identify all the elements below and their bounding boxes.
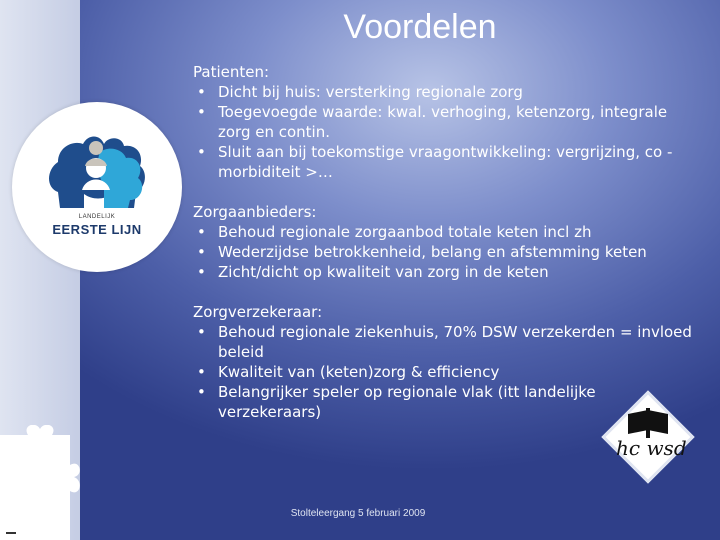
section-heading: Zorgaanbieders: xyxy=(193,203,317,221)
bullet-item: • Wederzijdse betrokkenheid, belang en afstemming keten xyxy=(193,242,703,262)
bullet-item: • Kwaliteit van (keten)zorg & efficiency xyxy=(193,362,703,382)
bullet-item: • Belangrijker speler op regionale vlak (itt landelijke verzekeraars) xyxy=(193,382,703,422)
slide-content xyxy=(193,62,703,442)
puzzle-people-icon xyxy=(38,122,156,214)
bullet-item: • Zicht/dicht op kwaliteit van zorg in de keten xyxy=(193,262,703,282)
logo-subtitle: LANDELIJK xyxy=(78,214,116,220)
stamp-text: hc wsd xyxy=(616,436,687,460)
eerste-lijn-logo xyxy=(12,102,182,272)
bullet-item: • Sluit aan bij toekomstige vraagontwikkeling: vergrijzing, co -morbiditeit >… xyxy=(193,142,703,182)
bullet-item: • Behoud regionale zorgaanbod totale keten incl zh xyxy=(193,222,703,242)
section-heading: Zorgverzekeraar: xyxy=(193,303,323,321)
bullet-list xyxy=(193,222,703,282)
section-heading: Patienten: xyxy=(193,63,270,81)
bullet-list xyxy=(193,82,703,182)
puzzle-piece-icon xyxy=(0,425,80,540)
section-zorgaanbieders xyxy=(193,202,703,282)
corner-mark xyxy=(6,532,16,534)
slide-title: Voordelen xyxy=(343,8,497,46)
bullet-item: • Dicht bij huis: versterking regionale zorg xyxy=(193,82,703,102)
bullet-item: • Toegevoegde waarde: kwal. verhoging, ketenzorg, integrale zorg en contin. xyxy=(193,102,703,142)
logo-title: EERSTE LIJN xyxy=(52,222,142,237)
section-patienten xyxy=(193,62,703,182)
slide-footer: Stolteleergang 5 februari 2009 xyxy=(290,508,426,519)
bullet-item: • Behoud regionale ziekenhuis, 70% DSW verzekerden = invloed beleid xyxy=(193,322,703,362)
